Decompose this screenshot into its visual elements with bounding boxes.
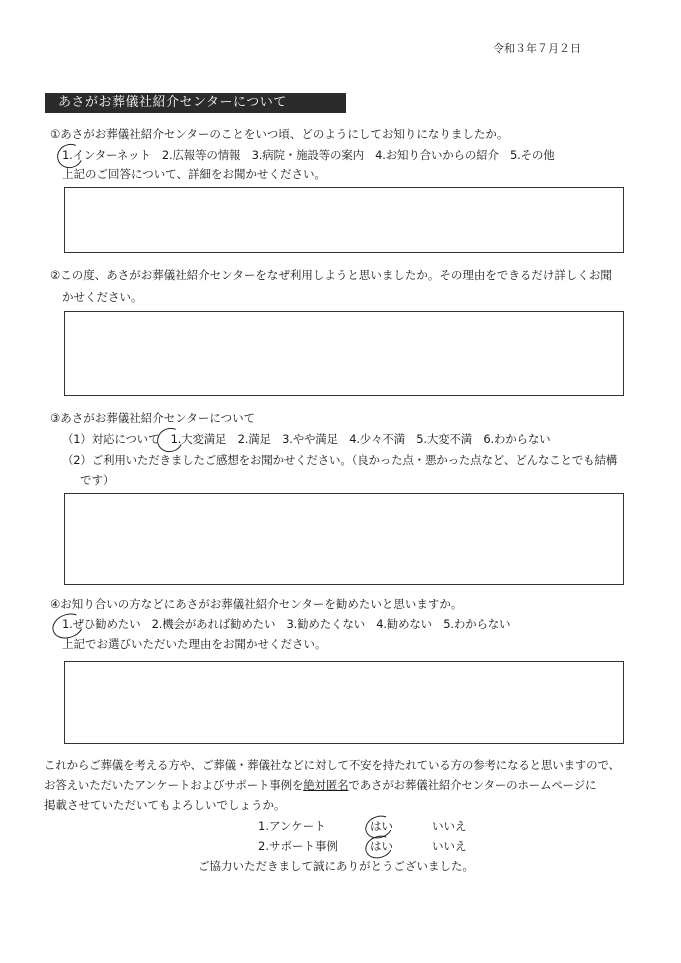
consent-emphasis: 絶対匿名 bbox=[303, 778, 349, 792]
q4-answer-box[interactable] bbox=[64, 661, 624, 744]
q2-answer-box[interactable] bbox=[64, 311, 624, 396]
q4-options[interactable]: 1.ぜひ勧めたい 2.機会があれば勧めたい 3.勧めたくない 4.勧めない 5.わからない bbox=[62, 617, 511, 631]
thanks-message: ご協力いただきまして誠にありがとうございました。 bbox=[198, 859, 474, 873]
section-title: あさがお葬儀社紹介センターについて bbox=[45, 93, 346, 113]
q3-sub2-line1: （2）ご利用いただきましたご感想をお聞かせください。（良かった点・悪かった点など、どんなことでも結構 bbox=[62, 453, 618, 467]
consent-row-2-yes-circle-mark bbox=[362, 832, 396, 862]
q1-question: ①あさがお葬儀社紹介センターのことをいつ頃、どのようにしてお知りになりましたか。 bbox=[50, 127, 509, 141]
consent-row-1-no[interactable]: いいえ bbox=[432, 819, 467, 833]
consent-row-2-no[interactable]: いいえ bbox=[432, 839, 467, 853]
consent-line2-post: であさがお葬儀社紹介センターのホームページに bbox=[348, 778, 597, 792]
consent-line2-pre: お答えいただいたアンケートおよびサポート事例を bbox=[44, 778, 304, 792]
q2-question-line1: ②この度、あさがお葬儀社紹介センターをなぜ利用しようと思いましたか。その理由をできるだけ詳しくお聞 bbox=[50, 268, 612, 282]
consent-line3: 掲載させていただいてもよろしいでしょうか。 bbox=[44, 798, 286, 812]
q3-option-1-circle-mark bbox=[154, 424, 187, 455]
q1-options[interactable]: 1.インターネット 2.広報等の情報 3.病院・施設等の案内 4.お知り合いからの紹介 5.その他 bbox=[62, 148, 555, 162]
q1-answer-box[interactable] bbox=[64, 187, 624, 253]
consent-row-2-yes[interactable]: はい bbox=[370, 839, 393, 853]
consent-row-1-yes[interactable]: はい bbox=[370, 819, 393, 833]
q1-detail-prompt: 上記のご回答について、詳細をお聞かせください。 bbox=[62, 167, 327, 181]
q3-answer-box[interactable] bbox=[64, 493, 624, 585]
consent-row-2-label: 2.サポート事例 bbox=[258, 839, 338, 853]
consent-row-1-label: 1.アンケート bbox=[258, 819, 326, 833]
q4-question: ④お知り合いの方などにあさがお葬儀社紹介センターを勧めたいと思いますか。 bbox=[50, 597, 463, 611]
q2-question-line2: かせください。 bbox=[62, 290, 143, 304]
consent-line1: これからご葬儀を考える方や、ご葬儀・葬儀社などに対して不安を持たれている方の参考になると思いますので、 bbox=[44, 758, 620, 772]
q4-detail-prompt: 上記でお選びいただいた理由をお聞かせください。 bbox=[62, 637, 327, 651]
q3-sub1-options[interactable]: （1）対応について 1.大変満足 2.満足 3.やや満足 4.少々不満 5.大変不満 6.わからない bbox=[62, 432, 551, 446]
consent-line2 bbox=[44, 779, 596, 793]
q3-question: ③あさがお葬儀社紹介センターについて bbox=[50, 411, 256, 425]
date: 令和３年７月２日 bbox=[493, 42, 581, 55]
q3-sub2-line2: です） bbox=[80, 473, 115, 487]
